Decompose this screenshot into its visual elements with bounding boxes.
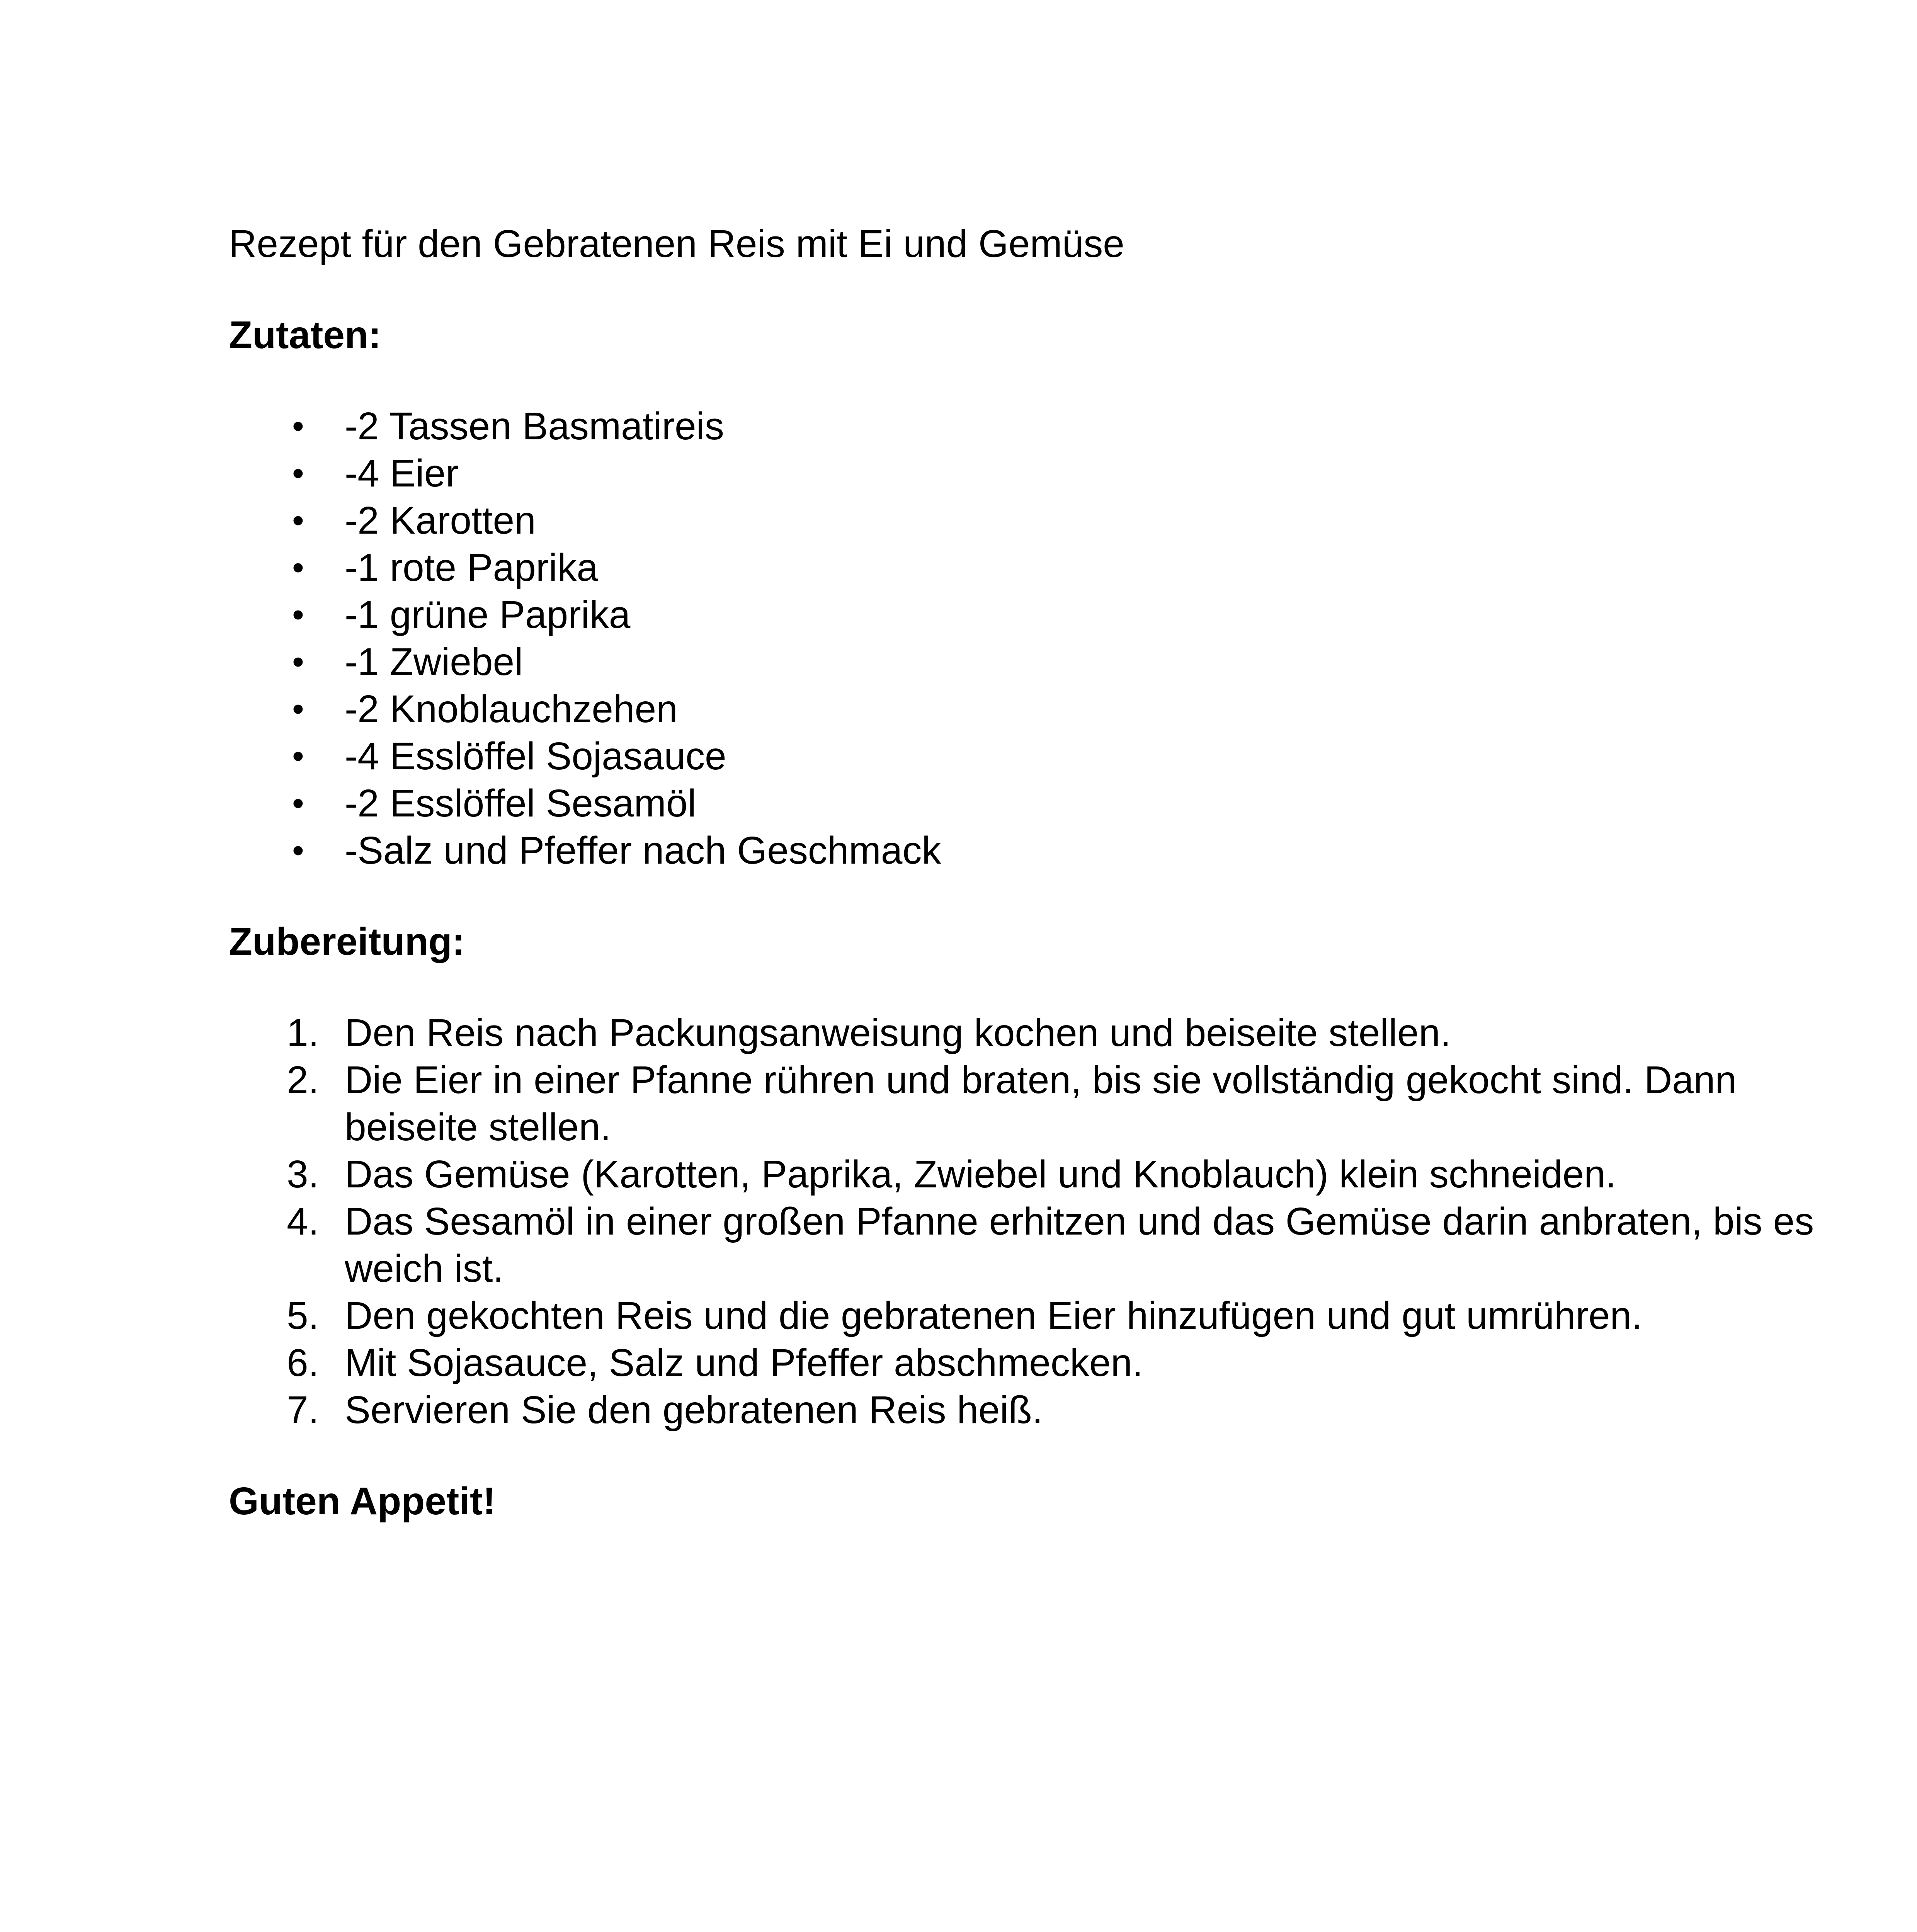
list-item (229, 1009, 1871, 1056)
bullet-icon: • (292, 407, 304, 445)
list-item (229, 780, 1689, 827)
step-text: Servieren Sie den gebratenen Reis heiß. (345, 1388, 1043, 1432)
list-item (229, 544, 1689, 591)
step-number: 3. (287, 1153, 319, 1196)
preparation-steps (229, 1009, 1814, 1434)
bullet-icon: • (292, 548, 304, 587)
step-text: Das Gemüse (Karotten, Paprika, Zwiebel und Knoblauch) klein schneiden. (345, 1153, 1616, 1196)
ingredient-text: -2 Karotten (345, 499, 536, 542)
ingredients-heading: Zutaten: (229, 313, 381, 357)
step-text: Den gekochten Reis und die gebratenen Eier hinzufügen und gut umrühren. (345, 1294, 1642, 1337)
preparation-heading: Zubereitung: (229, 920, 465, 963)
step-number: 2. (287, 1058, 319, 1102)
step-number: 4. (287, 1200, 319, 1243)
ingredient-text: -Salz und Pfeffer nach Geschmack (345, 829, 941, 872)
document-content (229, 220, 1814, 1525)
ingredient-text: -1 grüne Paprika (345, 593, 631, 636)
ingredient-text: -4 Esslöffel Sojasauce (345, 735, 726, 778)
list-item (229, 1151, 1871, 1198)
list-item (229, 1339, 1871, 1386)
bullet-icon: • (292, 595, 304, 634)
ingredient-text: -1 rote Paprika (345, 546, 598, 589)
ingredient-text: -2 Knoblauchzehen (345, 687, 678, 731)
bullet-icon: • (292, 784, 304, 822)
ingredient-text: -1 Zwiebel (345, 640, 523, 684)
bullet-icon: • (292, 454, 304, 492)
bullet-icon: • (292, 831, 304, 869)
step-text: Den Reis nach Packungsanweisung kochen und beiseite stellen. (345, 1011, 1451, 1054)
ingredient-text: -2 Tassen Basmatireis (345, 405, 724, 448)
step-text: Das Sesamöl in einer großen Pfanne erhitzen und das Gemüse darin anbraten, bis es weich ist. (345, 1200, 1814, 1290)
step-text: Mit Sojasauce, Salz und Pfeffer abschmecken. (345, 1341, 1143, 1384)
step-number: 6. (287, 1341, 319, 1384)
list-item (229, 591, 1689, 638)
step-number: 5. (287, 1294, 319, 1337)
list-item (229, 1292, 1871, 1339)
list-item (229, 403, 1689, 450)
recipe-title: Rezept für den Gebratenen Reis mit Ei und Gemüse (229, 222, 1124, 265)
bullet-icon: • (292, 643, 304, 681)
ingredient-text: -4 Eier (345, 452, 459, 495)
ingredients-list (229, 403, 1689, 874)
list-item (229, 827, 1689, 874)
step-text: Die Eier in einer Pfanne rühren und braten, bis sie vollständig gekocht sind. Dann beiseite stellen. (345, 1058, 1737, 1149)
list-item (229, 450, 1689, 497)
list-item (229, 685, 1689, 733)
ingredient-text: -2 Esslöffel Sesamöl (345, 782, 696, 825)
list-item (229, 1386, 1871, 1434)
closing-text: Guten Appetit! (229, 1480, 496, 1523)
step-number: 1. (287, 1011, 319, 1054)
bullet-icon: • (292, 690, 304, 728)
list-item (229, 497, 1689, 544)
bullet-icon: • (292, 737, 304, 775)
list-item (229, 638, 1689, 685)
step-number: 7. (287, 1388, 319, 1432)
list-item (229, 1056, 1871, 1151)
list-item (229, 733, 1689, 780)
bullet-icon: • (292, 501, 304, 539)
list-item (229, 1198, 1871, 1292)
